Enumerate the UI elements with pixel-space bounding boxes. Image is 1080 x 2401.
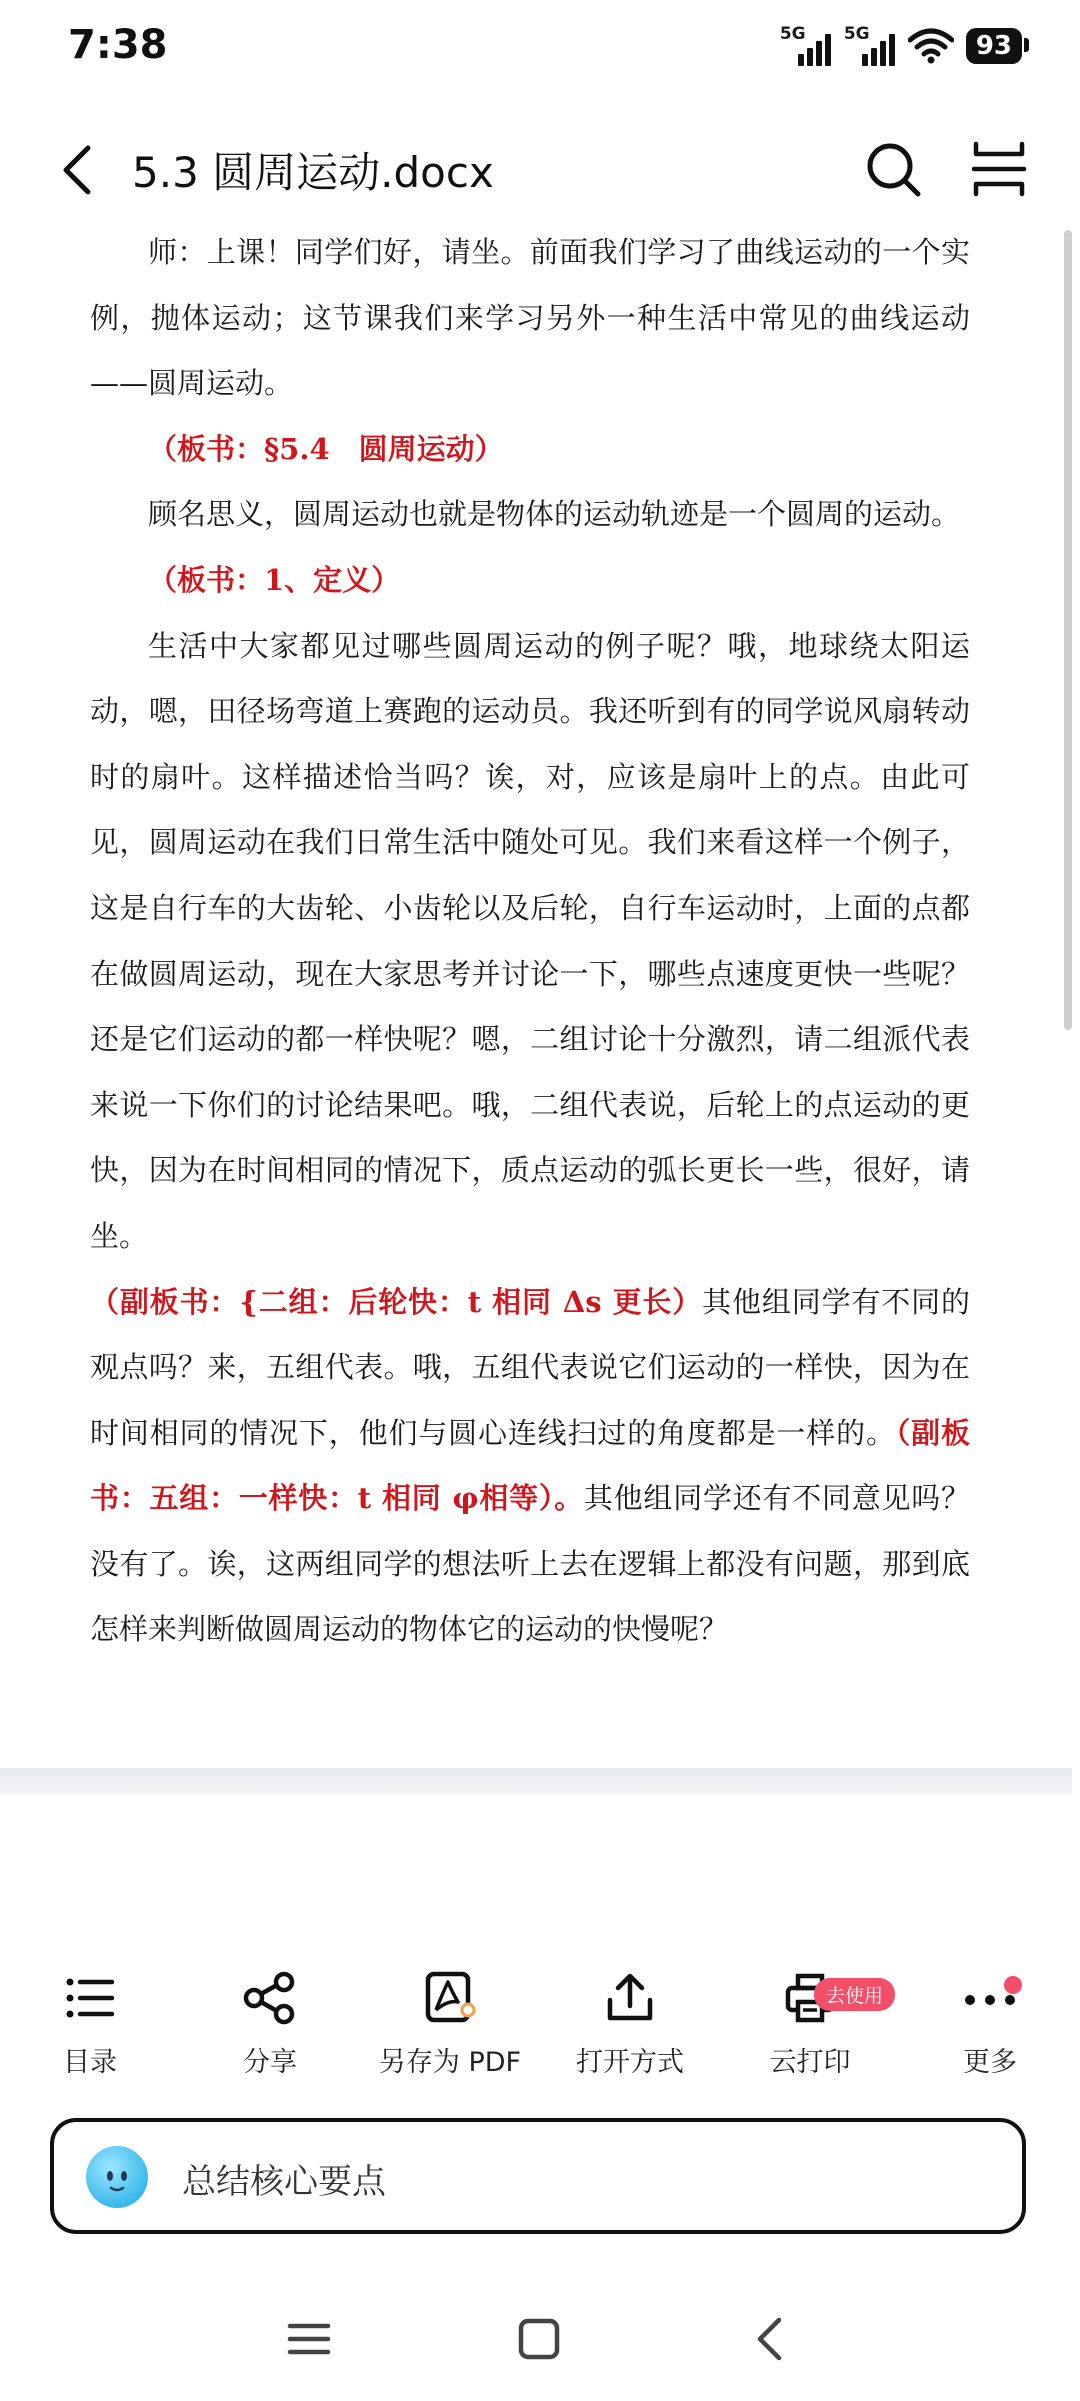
summary-label: 总结核心要点 (182, 2162, 386, 2202)
toolbar-more-button[interactable] (900, 1970, 1080, 2079)
paragraph (90, 548, 970, 614)
toolbar-label: 云打印 (769, 2047, 851, 2078)
nav-back-icon[interactable] (746, 2314, 796, 2364)
blackboard-note: （板书：§5.4 圆周运动） (148, 431, 504, 466)
summarize-key-points-button[interactable] (50, 2118, 1026, 2234)
scrollbar-thumb[interactable] (1064, 230, 1072, 1030)
toolbar-catalog-button[interactable] (0, 1970, 180, 2079)
toolbar-label: 打开方式 (576, 2047, 684, 2078)
toolbar-share-button[interactable] (180, 1970, 360, 2079)
system-nav-bar (0, 2280, 1080, 2401)
text-run: 顾名思义，圆周运动也就是物体的运动轨迹是一个圆周的运动。 (148, 497, 961, 532)
print-promo-badge: 去使用 (814, 1978, 895, 2011)
document-body (90, 220, 970, 1663)
home-icon[interactable] (514, 2314, 564, 2364)
paragraph (90, 417, 970, 483)
wifi-icon (908, 28, 954, 64)
blackboard-note: （副板书：五组：一样快：t 相同 φ相等）。 (90, 1415, 970, 1516)
pdf-icon (422, 1970, 478, 2026)
blackboard-note: （板书：1、定义） (148, 562, 401, 597)
signal-2-icon (844, 26, 896, 66)
text-run: 生活中大家都见过哪些圆周运动的例子呢？哦，地球绕太阳运动，嗯，田径场弯道上赛跑的运动员。我还听到有的同学说风扇转动时的扇叶。这样描述恰当吗？诶，对，应该是扇叶上的点。由此可见，圆周运动在我们日常生活中随处可见。我们来看这样一个例子，这是自行车的大齿轮、小齿轮以及后轮，自行车运动时，上面的点都在做圆周运动，现在大家思考并讨论一下，哪些点速度更快一些呢？还是它们运动的都一样快呢？嗯，二组讨论十分激烈，请二组派代表来说一下你们的讨论结果吧。哦，二组代表说，后轮上的点运动的更快，因为在时间相同的情况下，质点运动的弧长更长一些，很好，请坐。 (90, 628, 970, 1253)
sim1-label: 5G (779, 24, 806, 44)
share-icon (242, 1970, 298, 2026)
blackboard-note: （副板书：{二组：后轮快：t 相同 Δs 更长） (90, 1284, 703, 1319)
paragraph (90, 614, 970, 1270)
document-title: 5.3 圆周运动.docx (132, 148, 494, 197)
page-separator (0, 1768, 1072, 1794)
text-run: 其他组同学还有不同意见吗？没有了。诶，这两组同学的想法听上去在逻辑上都没有问题，那到底怎样来判断做圆周运动的物体它的运动的快慢呢？ (90, 1481, 970, 1647)
upload-icon (602, 1970, 658, 2026)
signal-1-icon (780, 26, 832, 66)
status-time: 7:38 (68, 22, 168, 68)
toolbar-label: 更多 (963, 2047, 1017, 2078)
paragraph (90, 1270, 970, 1664)
list-icon (62, 1970, 118, 2026)
toolbar-label: 目录 (63, 2047, 117, 2078)
app-bar (0, 120, 1080, 220)
toolbar-open-with-button[interactable] (540, 1970, 720, 2079)
search-icon[interactable] (864, 140, 922, 198)
paragraph (90, 220, 970, 417)
sim2-label: 5G (843, 24, 870, 44)
back-arrow-icon[interactable] (58, 142, 98, 198)
toolbar-label: 另存为 PDF (378, 2047, 522, 2078)
paragraph (90, 482, 970, 548)
text-run: 其他组同学有不同的观点吗？来，五组代表。哦，五组代表说它们运动的一样快，因为在时间相同的情况下，他们与圆心连线扫过的角度都是一样的。 (90, 1284, 970, 1450)
menu-icon[interactable] (284, 2314, 334, 2364)
status-icons (780, 26, 1022, 66)
status-bar (0, 0, 1080, 100)
battery-indicator: 93 (966, 28, 1022, 64)
document-page[interactable] (0, 220, 1072, 1768)
reading-mode-icon[interactable] (970, 140, 1028, 198)
bottom-toolbar (0, 1970, 1080, 2090)
ai-assistant-icon (84, 2144, 150, 2210)
more-notification-dot (1004, 1976, 1022, 1994)
text-run: 师：上课！同学们好，请坐。前面我们学习了曲线运动的一个实例，抛体运动；这节课我们来学习另外一种生活中常见的曲线运动——圆周运动。 (90, 235, 970, 401)
toolbar-label: 分享 (243, 2047, 297, 2078)
toolbar-save-pdf-button[interactable] (360, 1970, 540, 2079)
